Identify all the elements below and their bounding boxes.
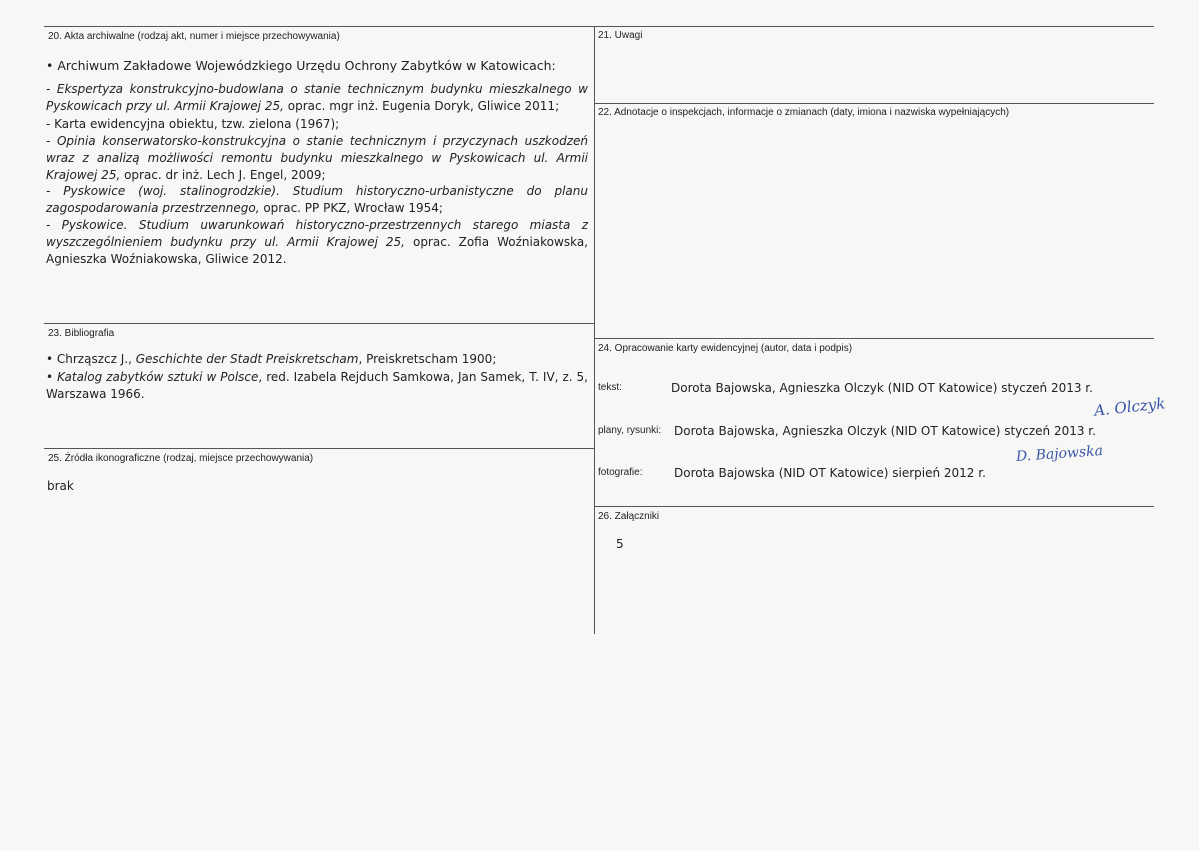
text-author-value: Dorota Bajowska, Agnieszka Olczyk (NID OT Katowice) styczeń 2013 r. [671,381,1093,395]
bibliography-item-1: • Chrząszcz J., Geschichte der Stadt Preiskretscham, Preiskretscham 1900; [46,352,497,366]
photo-author-label: fotografie: [598,467,643,478]
divider-23-25 [44,448,594,449]
archive-entry-5: - Pyskowice. Studium uwarunkowań historyczno-przestrzennych starego miasta z wyszczególnieniem budynku przy ul. Armii Krajowej 25, oprac. Zofia Woźniakowska, Agnieszka Woźniakowska, Gliwice 2012. [46,218,588,266]
archive-entry-4: - Pyskowice (woj. stalinogrodzkie). Studium historyczno-urbanistyczne do planu zagospodarowania przestrzennego, oprac. PP PKZ, Wrocław 1954; [46,184,588,215]
archive-entry-2: - Karta ewidencyjna obiektu, tzw. zielona (1967); [46,117,340,131]
signature-olczyk: A. Olczyk [1093,394,1167,420]
section-20-label: 20. Akta archiwalne (rodzaj akt, numer i miejsce przechowywania) [48,31,340,42]
plans-author-value: Dorota Bajowska, Agnieszka Olczyk (NID OT Katowice) styczeń 2013 r. [674,424,1096,438]
section-25-label: 25. Źródła ikonograficzne (rodzaj, miejsce przechowywania) [48,453,314,464]
iconographic-sources-value: brak [47,479,74,493]
text-author-label: tekst: [598,382,622,393]
column-divider [594,26,595,634]
archive-heading: • Archiwum Zakładowe Wojewódzkiego Urzędu Ochrony Zabytków w Katowicach: [46,58,556,73]
archive-entry-3: - Opinia konserwatorsko-konstrukcyjna o stanie technicznym i przyczynach uszkodzeń wraz z analizą możliwości remontu budynku mieszkalnego w Pyskowicach ul. Armii Krajowej 25, oprac. dr inż. Lech J. Engel, 2009; [46,134,588,182]
section-23-label: 23. Bibliografia [48,328,115,339]
top-border [44,26,1154,27]
bibliography-item-2: • Katalog zabytków sztuki w Polsce, red. Izabela Rejduch Samkowa, Jan Samek, T. IV, z. 5, Warszawa 1966. [46,370,588,401]
photo-author-value: Dorota Bajowska (NID OT Katowice) sierpień 2012 r. [674,466,986,480]
attachments-count: 5 [616,537,624,551]
divider-24-26 [594,506,1154,507]
divider-20-23 [44,323,594,324]
section-22-label: 22. Adnotacje o inspekcjach, informacje o zmianach (daty, imiona i nazwiska wypełniających) [598,107,1010,118]
signature-bajowska: D. Bajowska [1015,442,1104,466]
section-26-label: 26. Załączniki [598,511,660,522]
divider-22-24 [594,338,1154,339]
divider-21-22 [594,103,1154,104]
plans-author-label: plany, rysunki: [598,425,662,436]
archive-entry-1: - Ekspertyza konstrukcyjno-budowlana o stanie technicznym budynku mieszkalnego w Pyskowicach przy ul. Armii Krajowej 25, oprac. mgr inż. Eugenia Doryk, Gliwice 2011; [46,82,588,113]
section-24-label: 24. Opracowanie karty ewidencyjnej (autor, data i podpis) [598,343,853,354]
section-21-label: 21. Uwagi [598,30,643,41]
